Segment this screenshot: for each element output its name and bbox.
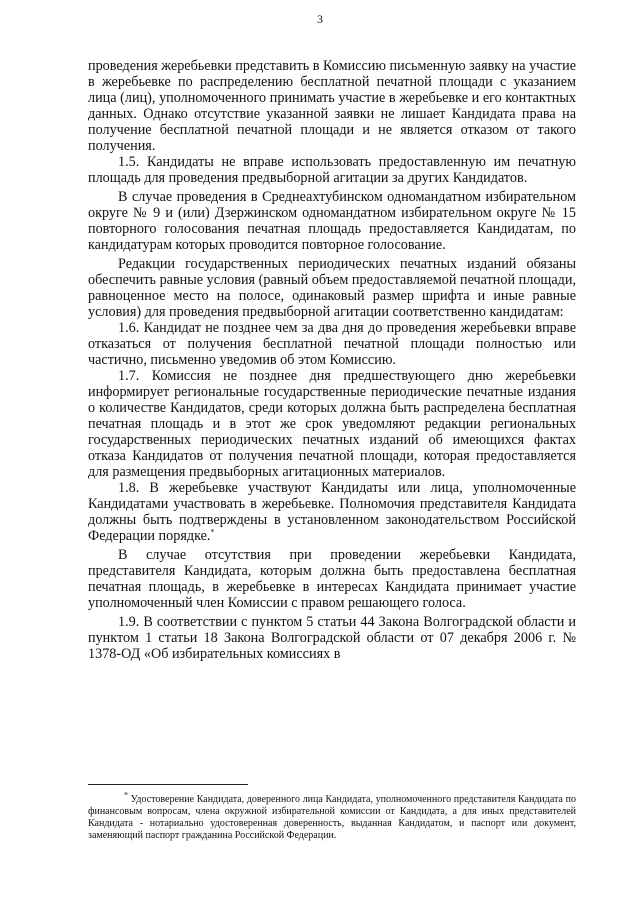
paragraph-editorial-obligations: Редакции государственных периодических печатных изданий обязаны обеспечить равные условия (равный объем предоставляемой печатной площади, равноценное место на полосе, одинаковый размер шрифта и иные равные условия) для проведения предвыборной агитации соответственно кандидатам: [88, 256, 576, 320]
footnote-marker: * [210, 527, 215, 537]
footnote-text: Удостоверение Кандидата, доверенного лица Кандидата, уполномоченного представителя Кандидата по финансовым вопросам, члена окружной избирательной комиссии от Кандидата, а для иных представителей Кандидата - нотариально удостоверенная доверенность, выданная Кандидатом, и паспорт или документ, заменяющий паспорт гражданина Российской Федерации. [88, 794, 576, 841]
paragraph-1-8 [88, 480, 576, 544]
paragraph-second-vote: В случае проведения в Среднеахтубинском одномандатном избирательном округе № 9 и (или) Дзержинском одномандатном избирательном округе № 15 повторного голосования печатная площадь предоставляется Кандидатам, по кандидатурам которых проводится повторное голосование. [88, 189, 576, 253]
page-number: 3 [317, 12, 323, 26]
document-body [88, 58, 576, 662]
paragraph-1-6: 1.6. Кандидат не позднее чем за два дня до проведения жеребьевки вправе отказаться от получения бесплатной печатной площади полностью или частично, письменно уведомив об этом Комиссию. [88, 320, 576, 368]
footnote-ref-marker: * [124, 790, 128, 800]
paragraph-1-7: 1.7. Комиссия не позднее дня предшествующего дню жеребьевки информирует региональные государственные периодические печатные издания о количестве Кандидатов, среди которых должна быть распределена бесплатная печатная площадь и в этот же срок уведомляют редакции региональных государственных периодических печатных изданий об имеющихся фактах отказа Кандидатов от получения печатной площади, которая предоставляется для размещения предвыборных агитационных материалов. [88, 368, 576, 480]
footnote-separator [88, 784, 248, 785]
paragraph-1-5: 1.5. Кандидаты не вправе использовать предоставленную им печатную площадь для проведения предвыборной агитации за других Кандидатов. [88, 154, 576, 186]
paragraph-continuation: проведения жеребьевки представить в Комиссию письменную заявку на участие в жеребьевке по распределению бесплатной печатной площади с указанием лица (лиц), уполномоченного принимать участие в жеребьевке и его контактных данных. Однако отсутствие указанной заявки не лишает Кандидата права на получение бесплатной печатной площади и не является отказом от такого получения. [88, 58, 576, 154]
footnote [88, 790, 576, 842]
paragraph-1-9: 1.9. В соответствии с пунктом 5 статьи 44 Закона Волгоградской области и пунктом 1 статьи 18 Закона Волгоградской области от 07 декабря 2006 г. № 1378-ОД «Об избирательных комиссиях в [88, 614, 576, 662]
paragraph-absence: В случае отсутствия при проведении жеребьевки Кандидата, представителя Кандидата, которым должна быть предоставлена бесплатная печатная площадь, в жеребьевке в интересах Кандидата принимает участие уполномоченный член Комиссии с правом решающего голоса. [88, 547, 576, 611]
paragraph-1-8-text: 1.8. В жеребьевке участвуют Кандидаты или лица, уполномоченные Кандидатами участвовать в жеребьевке. Полномочия представителя Кандидата должны быть подтверждены в установленном законодательством Российской Федерации порядке. [88, 480, 576, 544]
